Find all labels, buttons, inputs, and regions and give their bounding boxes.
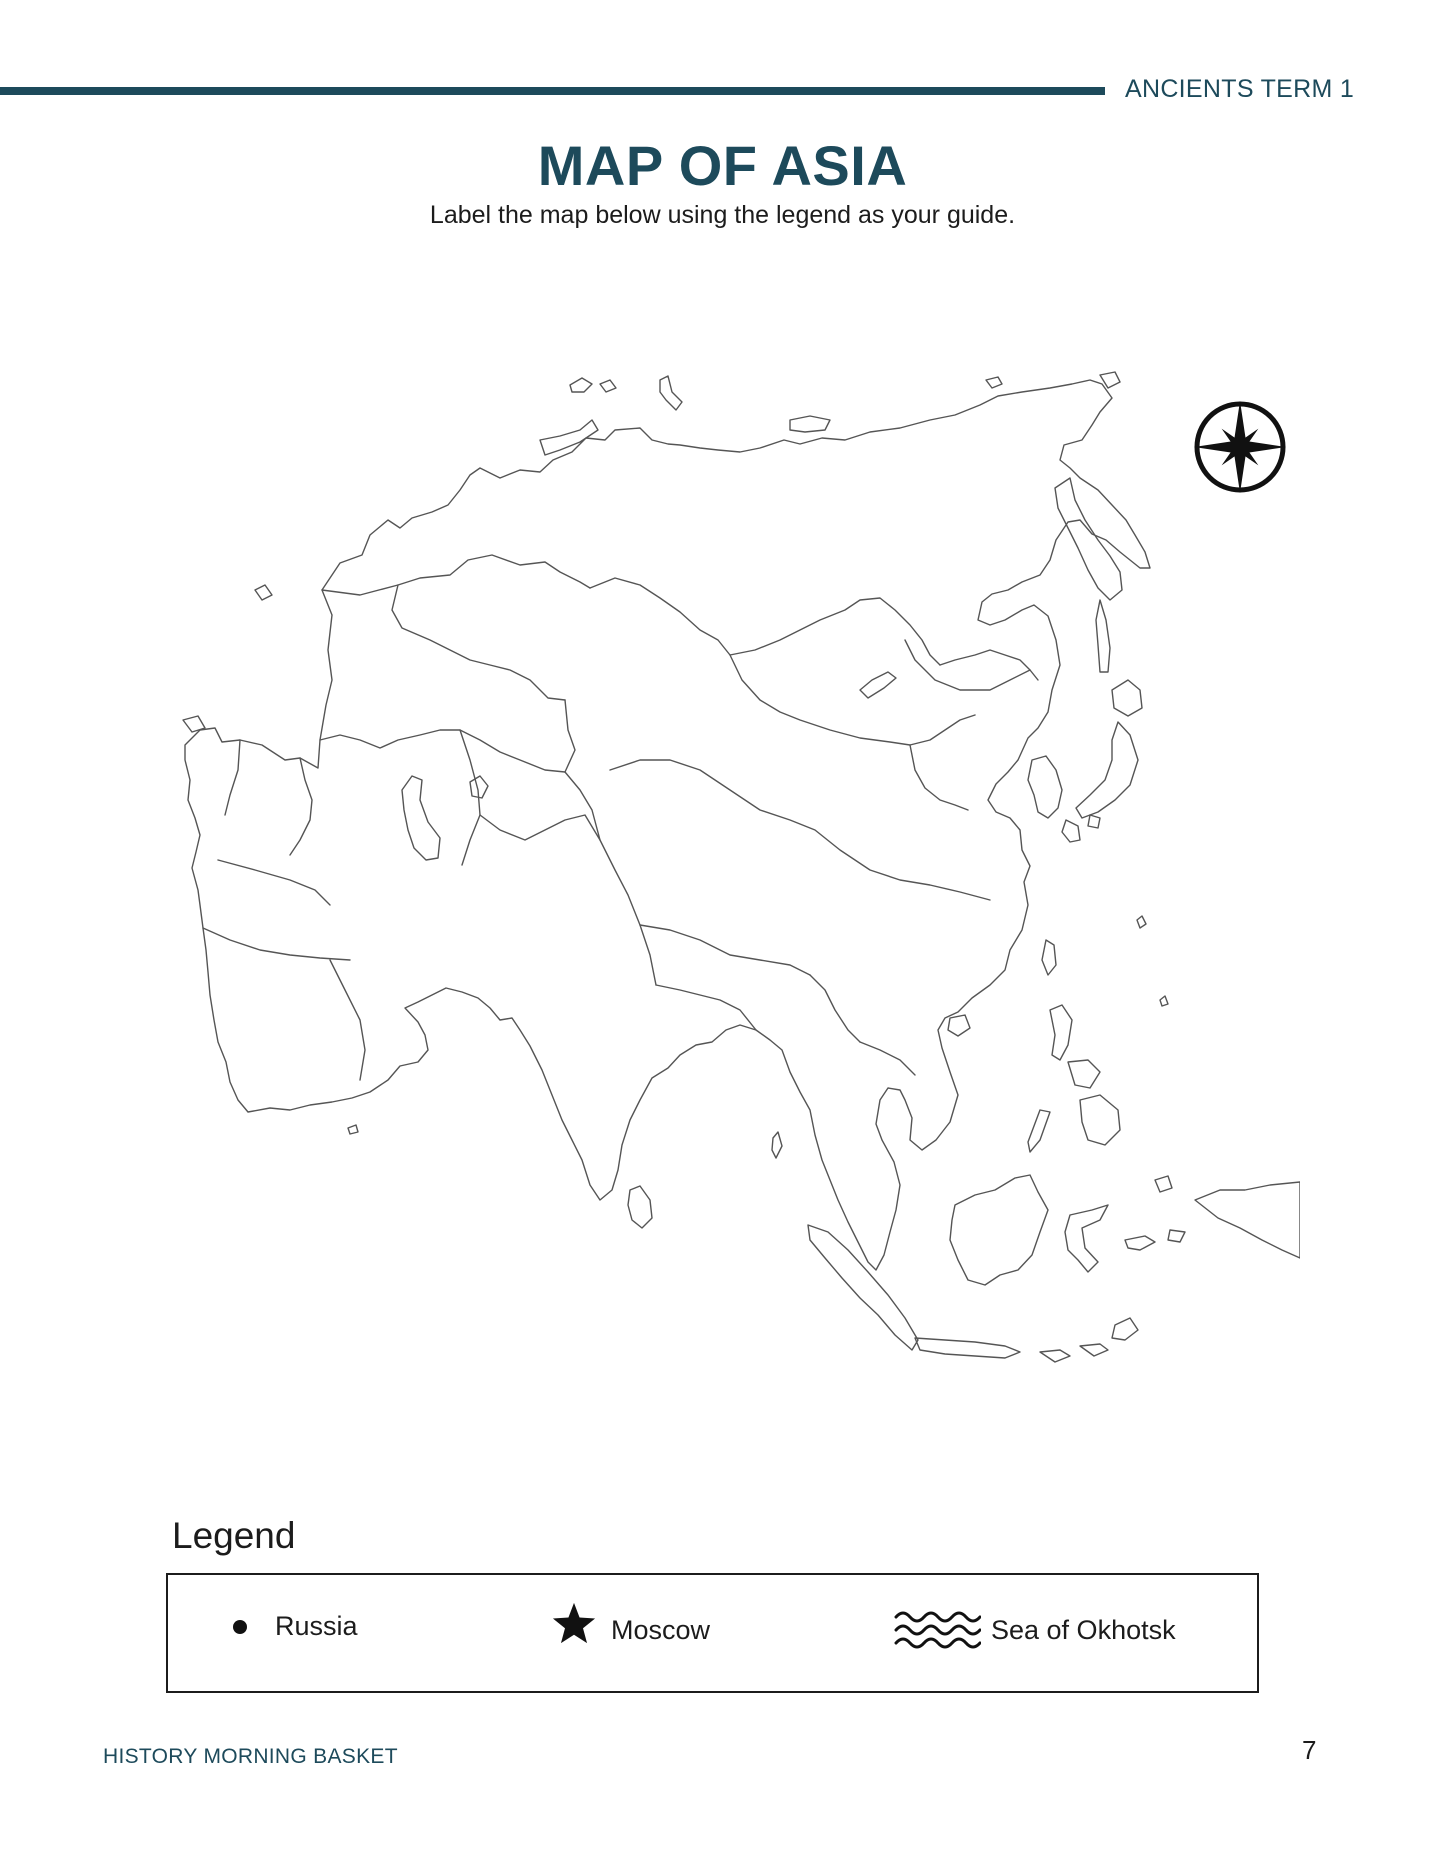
java	[915, 1338, 1020, 1358]
waves-icon	[893, 1609, 981, 1651]
japan-hokkaido	[1112, 680, 1142, 716]
mainland-outline	[185, 380, 1150, 1270]
sri-lanka	[628, 1186, 652, 1228]
japan-honshu	[1076, 722, 1138, 818]
new-guinea	[1195, 1182, 1300, 1258]
legend-label: Sea of Okhotsk	[991, 1614, 1176, 1645]
asia-outline-map	[160, 365, 1300, 1365]
term-label: ANCIENTS TERM 1	[1125, 75, 1355, 103]
caspian-sea	[402, 776, 440, 860]
legend-box	[166, 1573, 1259, 1693]
legend-title: Legend	[172, 1515, 296, 1556]
instructions-text: Label the map below using the legend as your guide.	[429, 201, 1016, 229]
footer-title: HISTORY MORNING BASKET	[103, 1745, 398, 1768]
legend-item-moscow	[551, 1601, 710, 1647]
page-number: 7	[1302, 1735, 1317, 1765]
legend-label: Russia	[275, 1611, 358, 1641]
legend-item-sea-of-okhotsk	[893, 1609, 1176, 1651]
compass-rose-icon	[1190, 397, 1290, 497]
header-rule	[0, 87, 1105, 95]
page-title: MAP OF ASIA	[537, 134, 908, 197]
star-icon	[551, 1601, 597, 1647]
korea	[1028, 756, 1062, 818]
legend-label: Moscow	[611, 1614, 711, 1645]
legend-item-russia	[232, 1611, 358, 1642]
kamchatka	[1055, 478, 1122, 600]
sulawesi	[1065, 1205, 1108, 1272]
dot-icon	[232, 1619, 248, 1635]
borneo	[950, 1175, 1048, 1285]
sumatra	[808, 1225, 918, 1350]
